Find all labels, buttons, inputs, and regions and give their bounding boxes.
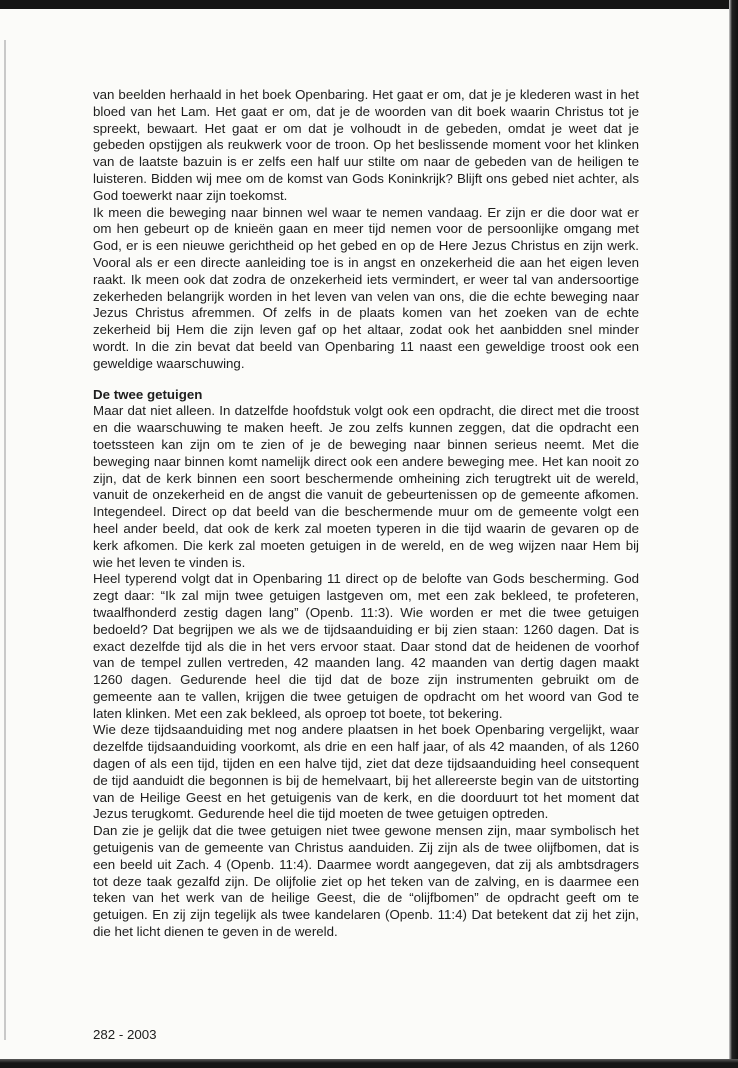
page-number: 282 - 2003: [93, 1027, 157, 1042]
paragraph: Wie deze tijdsaanduiding met nog andere plaatsen in het boek Openbaring vergelijkt, waar dezelfde tijdsaanduiding voorkomt, als drie en een half jaar, of als 42 maanden, of als 1260 dagen of als een tijd, tijden en een halve tijd, ziet dat deze tijdsaanduiding heel consequent de tijd aanduidt die begonnen is bij de hemelvaart, bij het allereerste begin van de uitstorting van de Heilige Geest en het getuigenis van de kerk, en die doorduurt tot het moment dat Jezus terugkomt. Gedurende heel die tijd moeten de twee getuigen optreden.: [93, 722, 639, 822]
scan-edge-right: [729, 0, 738, 1068]
scan-edge-left: [4, 40, 6, 1040]
paragraph: Heel typerend volgt dat in Openbaring 11 direct op de belofte van Gods bescherming. God zegt daar: “Ik zal mijn twee getuigen lastgeven om, met een zak bekleed, te profeteren, twaalfhonderd zestig dagen lang” (Openb. 11:3). Wie worden er met die twee getuigen bedoeld? Dat begrijpen we als we de tijdsaanduiding er bij zien staan: 1260 dagen. Dat is exact dezelfde tijd als die in het vers ervoor staat. Daar stond dat de heidenen de voorhof van de tempel zullen vertreden, 42 maanden lang. 42 maanden van dertig dagen maakt 1260 dagen. Gedurende heel die tijd dat de boze zijn instrumenten gebruikt om de gemeente aan te vallen, krijgen die twee getuigen de opdracht om het woord van God te laten klinken. Met een zak bekleed, als oproep tot boete, tot bekering.: [93, 571, 639, 721]
section-gap: [93, 373, 639, 387]
paragraph: van beelden herhaald in het boek Openbaring. Het gaat er om, dat je je klederen wast in het bloed van het Lam. Het gaat er om, dat je de woorden van dit boek waarin Christus tot je spreekt, bewaart. Het gaat er om dat je volhoudt in de gebeden, omdat je weet dat je gebeden opstijgen als reukwerk voor de troon. Op het beslissende moment voor het klinken van de laatste bazuin is er zelfs een half uur stilte om naar de gebeden van de heiligen te luisteren. Bidden wij mee om de komst van Gods Koninkrijk? Blijft ons gebed niet achter, als God toewerkt naar zijn toekomst.: [93, 87, 639, 203]
paragraph: Dan zie je gelijk dat die twee getuigen niet twee gewone mensen zijn, maar symbolisch het getuigenis van de gemeente van Christus aanduiden. Zij zijn als de twee olijfbomen, dat is een beeld uit Zach. 4 (Openb. 11:4). Daarmee wordt aangegeven, dat zij als ambtsdragers tot deze taak gezalfd zijn. De olijfolie ziet op het teken van de zalving, en is daarmee een teken van het werk van de heilige Geest, die de “olijfbomen” de opdracht geeft om te getuigen. En zij zijn tegelijk als twee kandelaren (Openb. 11:4) Dat betekent dat zij het zijn, die het licht dienen te geven in de wereld.: [93, 823, 639, 940]
section-heading: De twee getuigen: [93, 386, 203, 402]
scan-edge-bottom: [0, 1059, 738, 1068]
paragraph: Ik meen die beweging naar binnen wel waar te nemen vandaag. Er zijn er die door wat er om hen gebeurt op de knieën gaan en meer tijd nemen voor de persoonlijke omgang met God, er is een nieuwe gerichtheid op het gebed en op de Here Jezus Christus en zijn werk. Vooral als er een directe aanleiding toe is in angst en onzekerheid die aan het eigen leven raakt. Ik meen ook dat zodra de onzekerheid iets vermindert, er weer tal van andersoortige zekerheden belangrijk worden in het leven van velen van ons, die die echte beweging naar Jezus Christus afremmen. Of zelfs in de plaats komen van het zoeken van de echte zekerheid bij Hem die zijn leven gaf op het altaar, zodat ook het aanbidden snel minder wordt. In die zin bevat dat beeld van Openbaring 11 naast een geweldige troost ook een geweldige waarschuwing.: [93, 204, 639, 371]
page-body: [93, 87, 639, 941]
scan-edge-top: [0, 0, 738, 9]
paragraph: Maar dat niet alleen. In datzelfde hoofdstuk volgt ook een opdracht, die direct met die troost en die waarschuwing te maken heeft. Je zou zelfs kunnen zeggen, dat die opdracht een toetssteen kan zijn om te zien of je de beweging naar binnen serieus neemt. Met die beweging naar binnen komt namelijk direct ook een andere beweging mee. Het kan nooit zo zijn, dat de kerk binnen een soort beschermende omheining zich terugtrekt uit de wereld, vanuit de onzekerheid en de angst die vanuit de gebeurtenissen op de gemeente afkomen. Integendeel. Direct op dat beeld van die beschermende muur om de gemeente volgt een heel ander beeld, dat ook de kerk zal moeten typeren in die tijd waarin de gevaren op de kerk afkomen. Die kerk zal moeten getuigen in de wereld, en de weg wijzen naar Hem bij wie het leven te vinden is.: [93, 403, 639, 570]
